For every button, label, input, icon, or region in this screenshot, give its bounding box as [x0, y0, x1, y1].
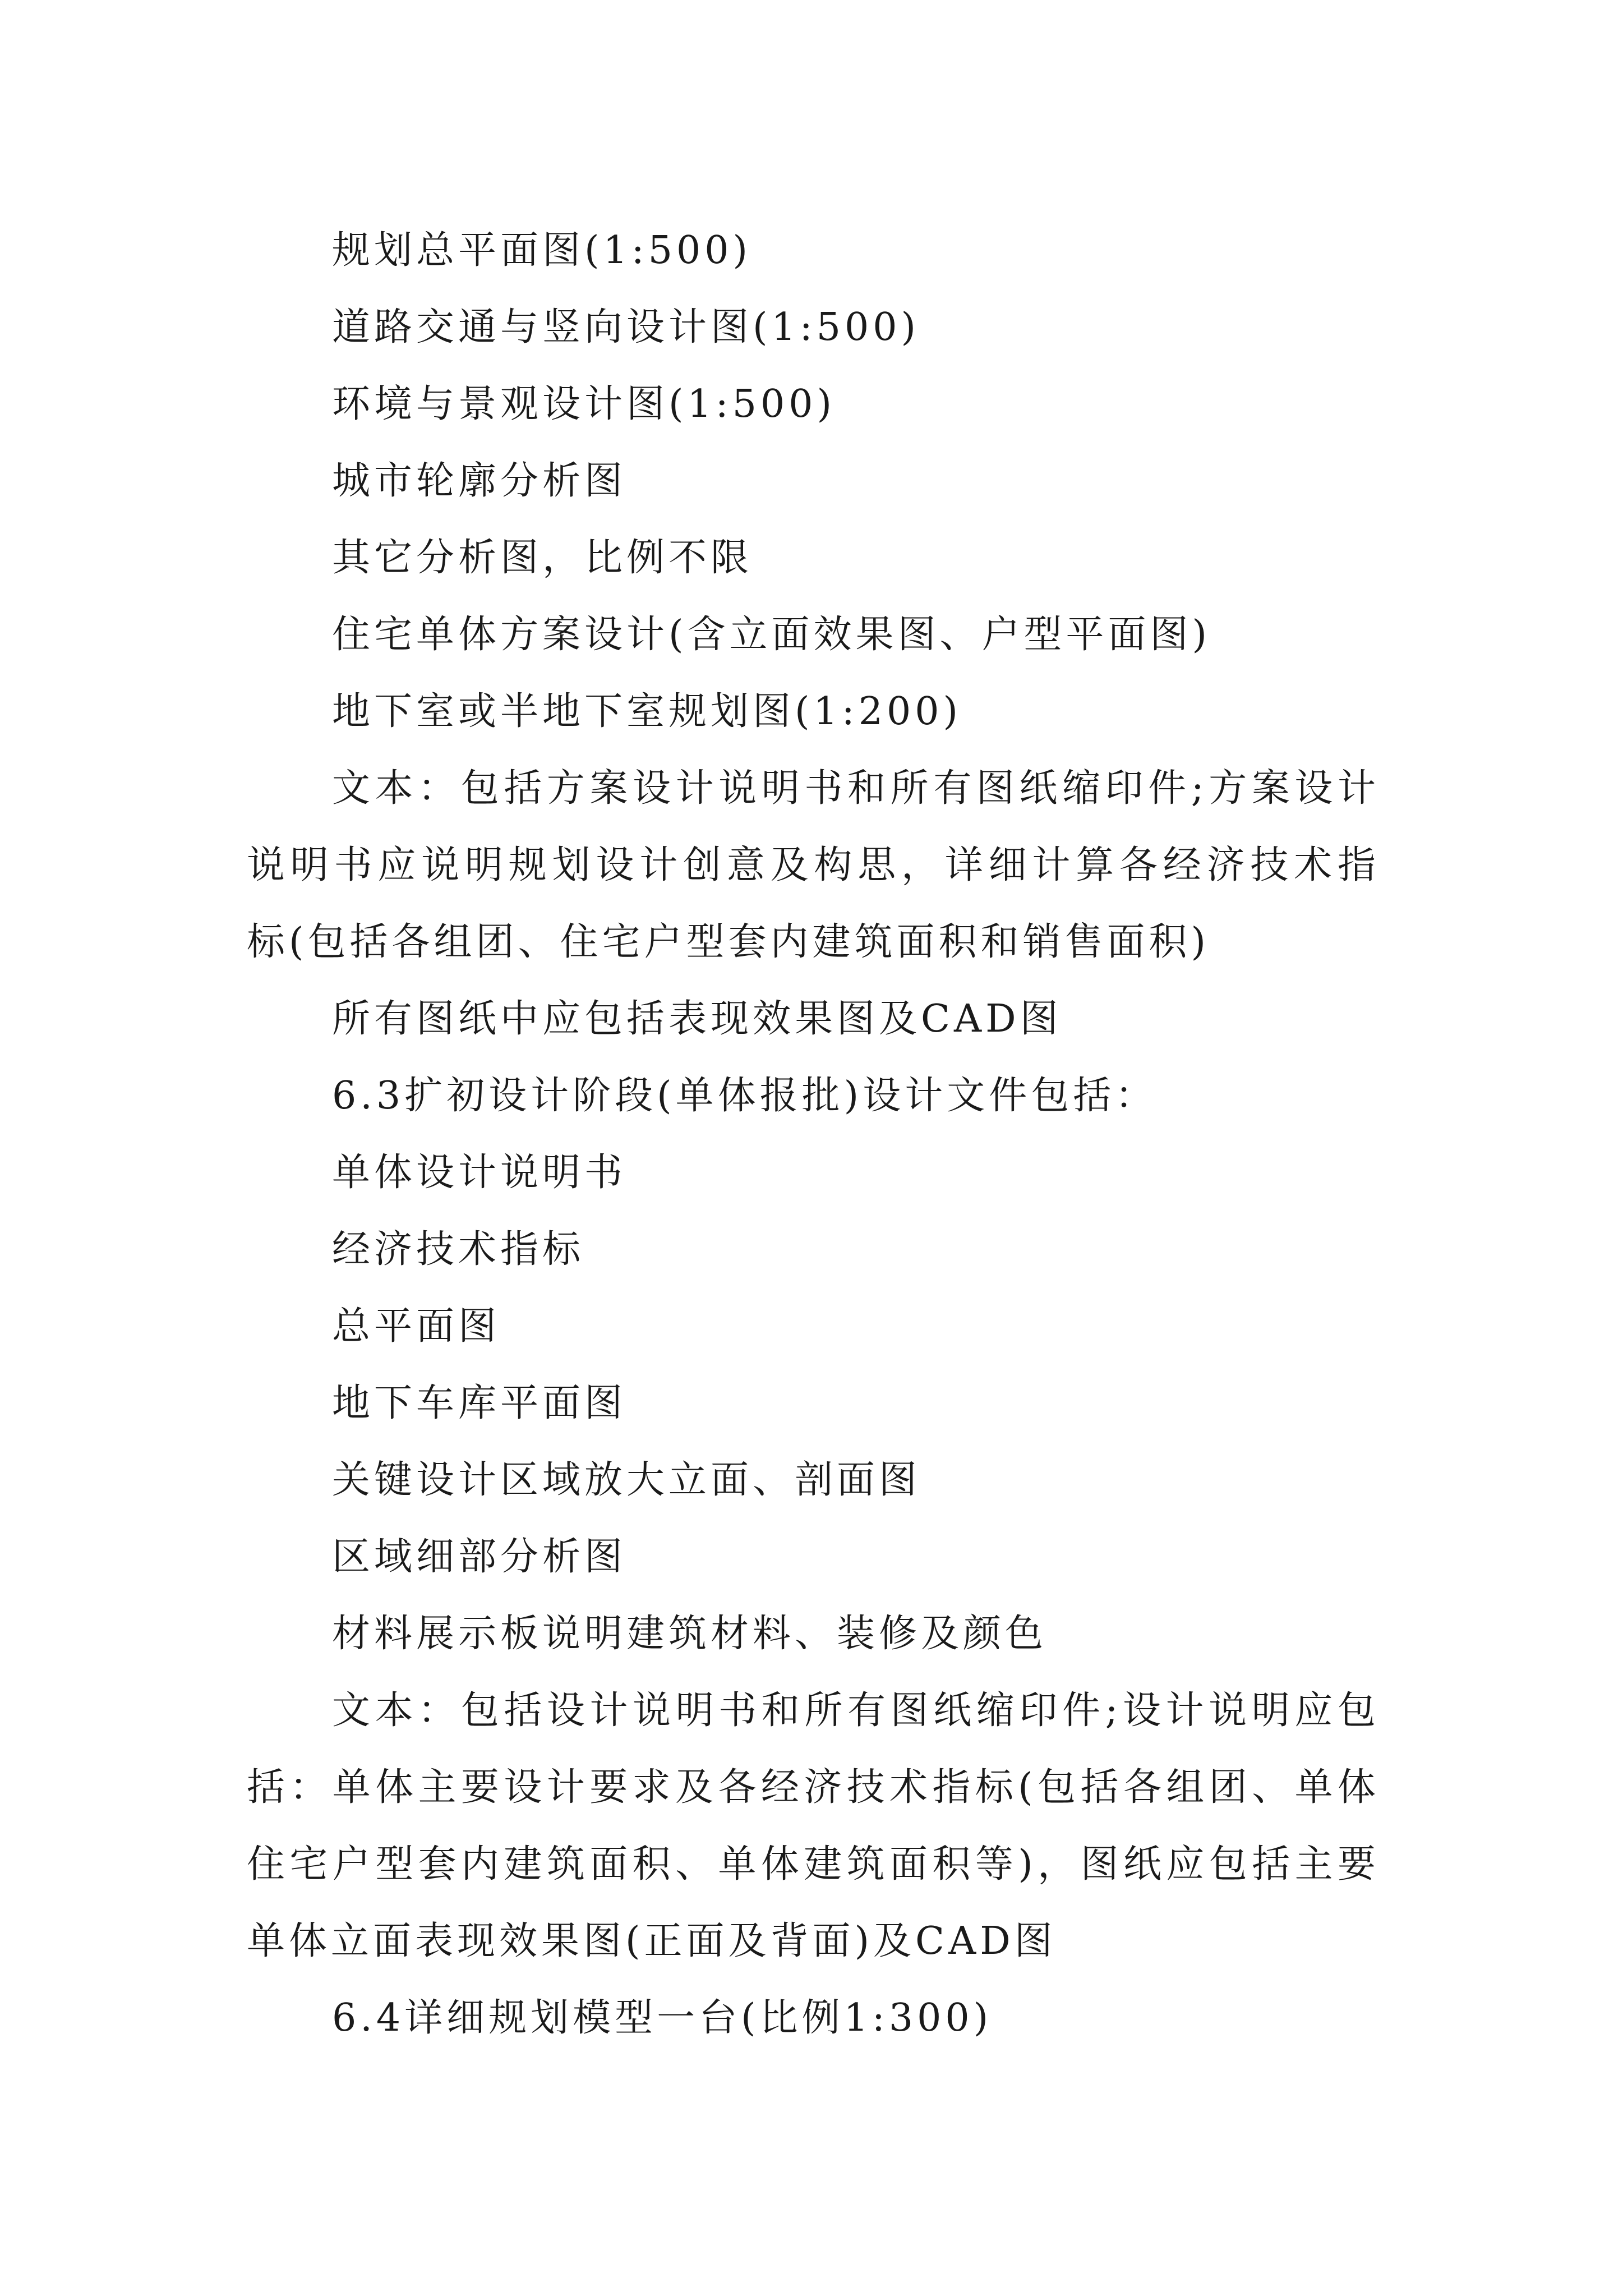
- document-body: [247, 212, 1380, 2056]
- paragraph-render-cad: 所有图纸中应包括表现效果图及CAD图: [332, 997, 1062, 1041]
- paragraph-other-analysis: 其它分析图，比例不限: [332, 536, 753, 580]
- paragraph-residential-scheme: 住宅单体方案设计(含立面效果图、户型平面图): [332, 613, 1211, 657]
- paragraph-basement-plan: 地下室或半地下室规划图(1:200): [332, 689, 962, 734]
- paragraph-road-vertical-design: 道路交通与竖向设计图(1:500): [332, 305, 920, 349]
- paragraph-garage-plan: 地下车库平面图: [332, 1381, 627, 1425]
- paragraph-economic-indicators: 经济技术指标: [332, 1227, 585, 1272]
- section-heading-6-3: 6.3扩初设计阶段(单体报批)设计文件包括：: [332, 1074, 1158, 1118]
- paragraph-unit-spec: 单体设计说明书: [332, 1151, 627, 1195]
- section-heading-6-4: 6.4详细规划模型一台(比例1:300): [332, 1996, 993, 2040]
- paragraph-material-board: 材料展示板说明建筑材料、装修及颜色: [332, 1612, 1048, 1656]
- paragraph-scheme-text: 文本：包括方案设计说明书和所有图纸缩印件;方案设计说明书应说明规划设计创意及构思，详细计算各经济技术指标(包括各组团、住宅户型套内建筑面积和销售面积): [247, 766, 1380, 964]
- paragraph-master-plan: 总平面图: [332, 1304, 501, 1349]
- paragraph-detail-analysis: 区域细部分析图: [332, 1535, 627, 1579]
- paragraph-landscape-design: 环境与景观设计图(1:500): [332, 382, 836, 426]
- paragraph-key-elevation: 关键设计区域放大立面、剖面图: [332, 1458, 921, 1502]
- paragraph-design-text: 文本：包括设计说明书和所有图纸缩印件;设计说明应包括：单体主要设计要求及各经济技术指标(包括各组团、单体住宅户型套内建筑面积、单体建筑面积等)，图纸应包括主要单体立面表现效果图(正面及背面)及CAD图: [247, 1688, 1380, 1963]
- paragraph-city-skyline: 城市轮廓分析图: [332, 459, 627, 503]
- paragraph-site-plan: 规划总平面图(1:500): [332, 228, 752, 273]
